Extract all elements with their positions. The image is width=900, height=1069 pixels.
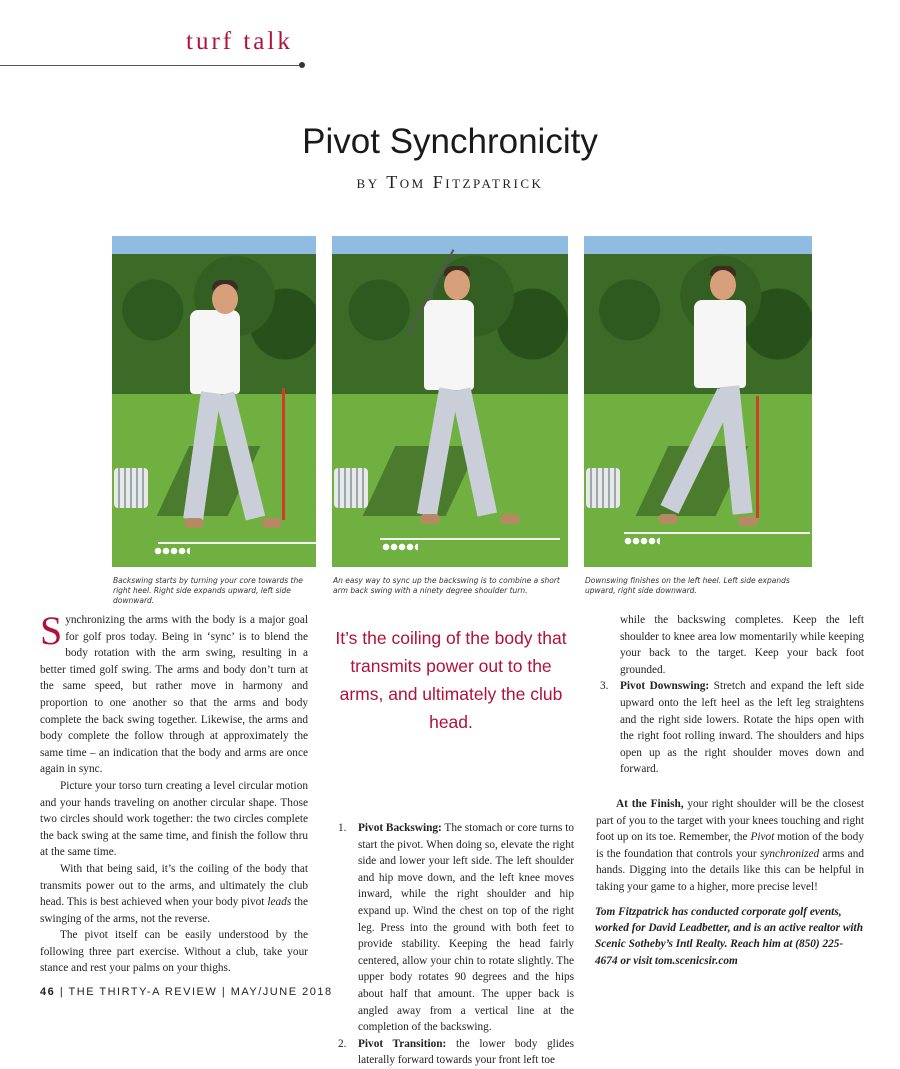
section-rule-dot bbox=[299, 62, 305, 68]
author-bio: Tom Fitzpatrick has conducted corporate golf events, worked for David Leadbetter, and is an active realtor with Scenic Sotheby’s Intl Realty. Reach him at (850) 225-4674 or visit tom.scenicsir.com bbox=[595, 906, 863, 967]
section-rule bbox=[0, 65, 302, 66]
footer-separator: | bbox=[221, 986, 227, 998]
body-paragraph: With that being said, it’s the coiling of the body that transmits power out to the arms, and ultimately the club head. This is best achieved when your body pivot leads the swinging of the arms, not the reverse. bbox=[40, 862, 308, 925]
issue-date: MAY/JUNE 2018 bbox=[230, 986, 333, 998]
body-column-2 bbox=[334, 820, 574, 1069]
list-item: 2. Pivot Transition: the lower body glides laterally forward towards your front left toe bbox=[338, 1037, 574, 1067]
drop-cap: S bbox=[40, 608, 63, 653]
article-title: Pivot Synchronicity bbox=[302, 122, 598, 161]
list-item: 1. Pivot Backswing: The stomach or core turns to start the pivot. When doing so, elevate the right side and lower your left side. The left shoulder and hip move down, and the left knee moves inward, while the right shoulder and hip expand up. Wind the chest on top of the right leg. Press into the ground with both feet to provide stability. Keeping the head fairly centered, allow your chin to rotate slightly. The upper body rotates 90 degrees and the hips about half that amount. The upper back is angled away from a vertical line at the completion of the backswing. bbox=[338, 822, 574, 1034]
page-number: 46 bbox=[40, 986, 56, 998]
body-paragraph: Picture your torso turn creating a level circular motion and your hands traveling on another circular shape. Those two circles should work together: the two circles complete the back swing at the same time, and finish the follow thru at the same time. bbox=[40, 779, 308, 859]
photo-backswing bbox=[112, 236, 316, 567]
list-item: 3. Pivot Downswing: Stretch and expand the left side upward onto the left heel as the left leg straightens and the right side lowers. Rotate the hips open with the right foot rolling inward. The shoulders and hips open up as the right shoulder moves down and forward. bbox=[600, 680, 864, 776]
footer-separator: | bbox=[59, 986, 65, 998]
photo-downswing bbox=[584, 236, 812, 567]
steps-list bbox=[334, 820, 574, 1069]
photo-caption: Backswing starts by turning your core towards the right heel. Right side expands upward, left side downward. bbox=[113, 576, 303, 605]
body-column-1 bbox=[40, 608, 308, 977]
photo-caption: An easy way to sync up the backswing is to combine a short arm back swing with a ninety degree shoulder turn. bbox=[333, 576, 560, 595]
steps-list-continued bbox=[596, 612, 864, 778]
pull-quote: It’s the coiling of the body that transmits power out to the arms, and ultimately the club head. bbox=[335, 628, 567, 732]
photo-caption: Downswing finishes on the left heel. Left side expands upward, right side downward. bbox=[585, 576, 790, 595]
body-paragraph: The pivot itself can be easily understood by the following three part exercise. Without a club, take your stance and rest your palms on your thighs. bbox=[40, 929, 308, 975]
page-footer bbox=[40, 986, 333, 998]
body-column-3 bbox=[596, 612, 864, 896]
article-byline: by Tom Fitzpatrick bbox=[356, 172, 544, 192]
publication-name: THE THIRTY-A REVIEW bbox=[68, 986, 218, 998]
body-paragraph: Synchronizing the arms with the body is a major goal for golf pros today. Being in ‘sync’ is to blend the body rotation with the arm swing, resulting in a better timed golf swing. The arms and body don’t turn at the same speed, but rather move in harmony and proportion to one another so that the arms and body complete the back swing together. Likewise, the arms and body complete the follow through at approximately the same time – an indication that the body and arms are once again in sync. bbox=[40, 608, 308, 776]
list-item: while the backswing completes. Keep the left shoulder to knee area low momentarily while keeping your back to the target. Keep your back foot grounded. bbox=[620, 614, 864, 676]
body-paragraph: At the Finish, your right shoulder will be the closest part of you to the target with your knees touching and right foot up on its toe. Remember, the Pivot motion of the body is the foundation that controls your synchronized arms and hands. Digging into the details like this can be helpful in taking your game to a higher, more precise level! bbox=[596, 797, 864, 893]
photo-transition bbox=[332, 236, 568, 567]
section-label: turf talk bbox=[186, 28, 293, 55]
